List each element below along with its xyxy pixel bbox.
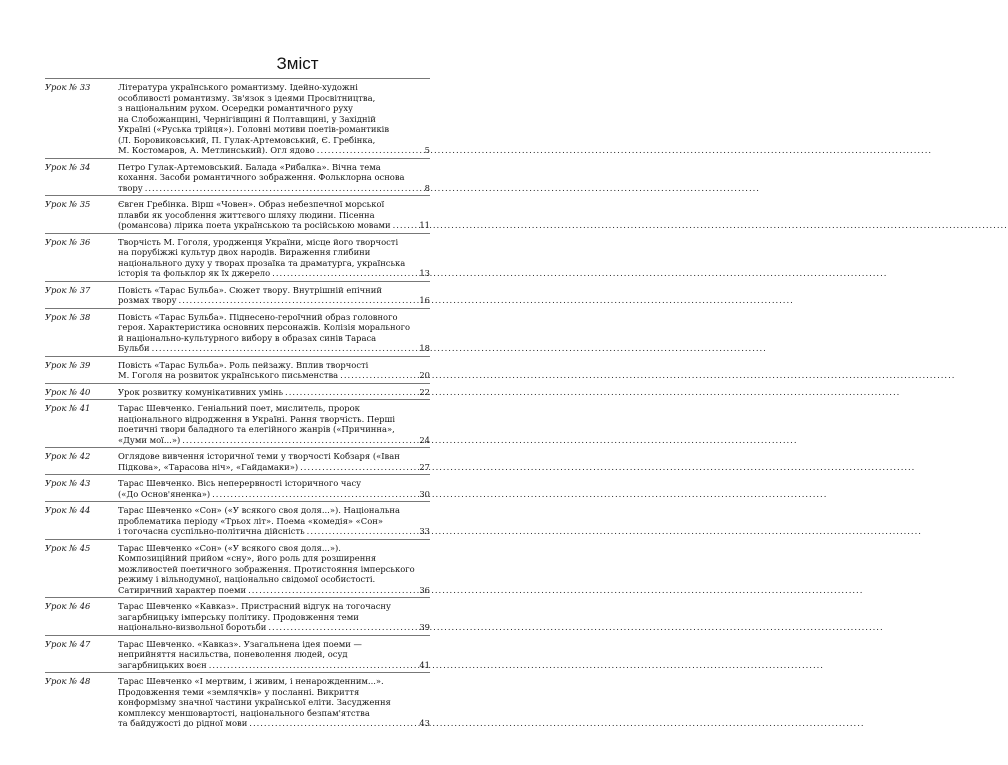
lesson-description <box>118 162 416 194</box>
toc-entry <box>45 501 430 539</box>
page-number: 13 <box>419 268 430 278</box>
description-line: комплексу меншовартості, національного безпам'ятства <box>118 707 370 718</box>
description-line: Євген Гребінка. Вірш «Човен». Образ небезпечної морської <box>118 199 385 209</box>
toc-entry <box>45 78 430 158</box>
leader-dots <box>270 268 887 279</box>
description-line-text: М. Костомаров, А. Метлинський). Огл ядово <box>118 145 315 155</box>
description-line: Тарас Шевченко. «Кавказ». Узагальнена ідея поеми — <box>118 638 362 649</box>
page-number: 16 <box>419 295 430 305</box>
description-line-text: Сатиричний характер поеми <box>118 584 247 595</box>
leader-dots <box>210 489 827 500</box>
page-number: 24 <box>419 434 430 445</box>
description-line <box>118 585 416 596</box>
lesson-number: Урок № 41 <box>45 403 91 413</box>
lesson-number: Урок № 33 <box>45 82 91 92</box>
toc-entry <box>45 233 430 281</box>
toc-entry <box>45 474 430 501</box>
lesson-number: Урок № 42 <box>45 451 91 461</box>
lesson-number: Урок № 39 <box>45 359 91 370</box>
page-number: 33 <box>419 526 430 536</box>
toc-entry <box>45 158 430 196</box>
description-line-text: і тогочасна суспільно-політична дійсність <box>118 526 305 536</box>
description-line <box>118 145 416 156</box>
description-line-text: М. Гоголя на розвиток українського письменства <box>118 370 339 380</box>
lesson-description <box>118 387 416 398</box>
description-line: національного духу у творах прозаїка та драматурга, українська <box>118 257 406 268</box>
leader-dots <box>180 435 797 446</box>
description-line-text: Урок розвитку комунікативних умінь <box>118 386 284 397</box>
description-line-text: та байдужості до рідної мови <box>118 718 248 728</box>
description-line: неприйняття насильства, поневолення людей, осуд <box>118 649 348 659</box>
description-line <box>118 387 416 398</box>
description-line: Тарас Шевченко. Вісь неперервності історичного часу <box>118 478 362 488</box>
description-line: Тарас Шевченко «Кавказ». Пристрасний відгук на тогочасну <box>118 601 391 611</box>
lesson-number: Урок № 46 <box>45 601 91 611</box>
leader-dots <box>315 145 932 156</box>
toc-entry <box>45 281 430 308</box>
toc-entry <box>45 539 430 598</box>
leader-dots <box>266 622 883 633</box>
toc-entry <box>45 383 430 400</box>
lesson-number: Урок № 37 <box>45 284 91 295</box>
table-of-contents <box>45 78 430 731</box>
description-line-text: твору <box>118 182 143 193</box>
page-number: 43 <box>419 718 430 728</box>
lesson-description <box>118 312 416 354</box>
lesson-number: Урок № 48 <box>45 676 91 686</box>
lesson-description <box>118 82 416 156</box>
description-line: й національно-культурного вибору в образах синів Тараса <box>118 332 377 343</box>
page-number: 41 <box>419 659 430 670</box>
page-number: 18 <box>419 343 430 353</box>
toc-entry <box>45 308 430 356</box>
description-line-text: (романсова) лірика поета українською та російською мовами <box>118 220 391 230</box>
description-line: Повість «Тарас Бульба». Піднесено-героїчний образ головного <box>118 311 398 322</box>
lesson-number: Урок № 36 <box>45 236 91 247</box>
description-line: Україні («Руська трійця»). Головні мотиви поетів-романтиків <box>118 124 390 134</box>
description-line: національного відродження в Україні. Рання творчість. Перші <box>118 413 396 424</box>
description-line: поетичні твори баладного та елегійного жанрів («Причинна», <box>118 424 395 434</box>
page-number: 11 <box>419 220 430 230</box>
description-line: на порубіжжі культур двох народів. Вираження глибини <box>118 247 371 257</box>
lesson-description <box>118 403 416 445</box>
toc-entry <box>45 399 430 447</box>
description-line <box>118 268 416 279</box>
lesson-number: Урок № 45 <box>45 542 91 553</box>
description-line <box>118 220 416 231</box>
page-number: 8 <box>424 182 430 193</box>
toc-entry <box>45 635 430 673</box>
lesson-description <box>118 237 416 279</box>
description-line-text: («До Основ'яненка») <box>118 488 211 499</box>
description-line: (Л. Боровиковський, П. Гулак-Артемовський, Є. Гребінка, <box>118 134 376 145</box>
toc-entry <box>45 597 430 635</box>
lesson-number: Урок № 34 <box>45 161 91 172</box>
description-line: героя. Характеристика основних персонажів. Колізія морального <box>118 322 411 332</box>
description-line <box>118 622 416 633</box>
description-line <box>118 718 416 729</box>
lesson-number: Урок № 47 <box>45 638 91 649</box>
description-line: режиму і вільнодумної, національно свідомої особистості. <box>118 574 376 584</box>
page-number: 30 <box>419 488 430 499</box>
leader-dots <box>391 220 1008 231</box>
lesson-description <box>118 360 416 381</box>
page-number: 27 <box>419 461 430 472</box>
lesson-description <box>118 285 416 306</box>
description-line-text: розмах твору <box>118 295 177 305</box>
description-line-text: історія та фольклор як їх джерело <box>118 268 271 278</box>
page-number: 39 <box>419 622 430 632</box>
toc-entry <box>45 447 430 474</box>
leader-dots <box>143 183 760 194</box>
page-number: 20 <box>419 370 430 380</box>
leader-dots <box>150 343 767 354</box>
description-line <box>118 295 416 306</box>
page-number: 22 <box>419 386 430 397</box>
leader-dots <box>177 295 794 306</box>
description-line: можливостей поетичного зображення. Протистояння імперського <box>118 563 415 574</box>
lesson-description <box>118 478 416 499</box>
leader-dots <box>246 585 863 596</box>
description-line: Тарас Шевченко «І мертвим, і живим, і ненарожденним...». <box>118 676 384 686</box>
leader-dots <box>247 718 864 729</box>
lesson-number: Урок № 44 <box>45 505 91 515</box>
description-line: Повість «Тарас Бульба». Роль пейзажу. Вплив творчості <box>118 359 369 370</box>
description-line: проблематика періоду «Трьох літ». Поема «комедія» «Сон» <box>118 515 383 526</box>
description-line: з національним рухом. Осередки романтичного руху <box>118 103 353 113</box>
lesson-number: Урок № 40 <box>45 386 91 397</box>
description-line: Петро Гулак-Артемовський. Балада «Рибалка». Вічна тема <box>118 161 381 172</box>
lesson-number: Урок № 43 <box>45 478 91 488</box>
toc-entry <box>45 195 430 233</box>
description-line-text: Бульби <box>118 343 150 353</box>
lesson-description <box>118 505 416 537</box>
description-line: Література українського романтизму. Ідейно-художні <box>118 82 358 92</box>
description-line <box>118 435 416 446</box>
description-line: на Слобожанщині, Чернігівщині й Полтавщині, у Західній <box>118 113 376 124</box>
description-line: загарбницьку імперську політику. Продовження теми <box>118 611 359 622</box>
lesson-number: Урок № 38 <box>45 311 91 322</box>
page-number: 36 <box>419 584 430 595</box>
page-title: Зміст <box>276 54 319 73</box>
description-line: Композиційний прийом «сну», його роль для розширення <box>118 553 377 563</box>
description-line: Оглядове вивчення історичної теми у творчості Кобзаря («Іван <box>118 451 400 461</box>
lesson-description <box>118 451 416 472</box>
lesson-description <box>118 543 416 596</box>
description-line: особливості романтизму. Зв'язок з ідеями Просвітництва, <box>118 92 376 103</box>
lesson-description <box>118 199 416 231</box>
description-line <box>118 370 416 381</box>
description-line: Продовження теми «землячків» у посланні. Викриття <box>118 686 360 697</box>
description-line <box>118 183 416 194</box>
lesson-number: Урок № 35 <box>45 199 91 209</box>
toc-entry <box>45 356 430 383</box>
description-line <box>118 489 416 500</box>
description-line: Тарас Шевченко «Сон» («У всякого своя доля...»). <box>118 542 341 553</box>
description-line-text: «Думи мої...») <box>118 434 181 445</box>
lesson-description <box>118 676 416 729</box>
description-line: Повість «Тарас Бульба». Сюжет твору. Внутрішній епічний <box>118 284 382 295</box>
leader-dots <box>305 526 922 537</box>
description-line-text: загарбницьких воєн <box>118 659 207 670</box>
description-line: плавби як уособлення життєвого шляху людини. Пісенна <box>118 209 375 220</box>
leader-dots <box>298 462 915 473</box>
leader-dots <box>283 387 900 398</box>
description-line: Тарас Шевченко «Сон» («У всякого своя доля...»). Національна <box>118 505 400 515</box>
description-line <box>118 343 416 354</box>
description-line: Тарас Шевченко. Геніальний поет, мислитель, пророк <box>118 403 360 413</box>
description-line: кохання. Засоби романтичного зображення. Фольклорна основа <box>118 172 405 182</box>
toc-entry <box>45 672 430 731</box>
description-line <box>118 526 416 537</box>
description-line: Творчість М. Гоголя, уродженця України, місце його творчості <box>118 236 399 247</box>
leader-dots <box>207 660 824 671</box>
description-line: конформізму значної частини української еліти. Засудження <box>118 697 391 707</box>
description-line <box>118 660 416 671</box>
leader-dots <box>338 370 955 381</box>
page-number: 5 <box>424 145 430 155</box>
description-line-text: Підкова», «Тарасова ніч», «Гайдамаки») <box>118 461 299 472</box>
lesson-description <box>118 639 416 671</box>
description-line <box>118 462 416 473</box>
lesson-description <box>118 601 416 633</box>
description-line-text: національно-визвольної боротьби <box>118 622 267 632</box>
